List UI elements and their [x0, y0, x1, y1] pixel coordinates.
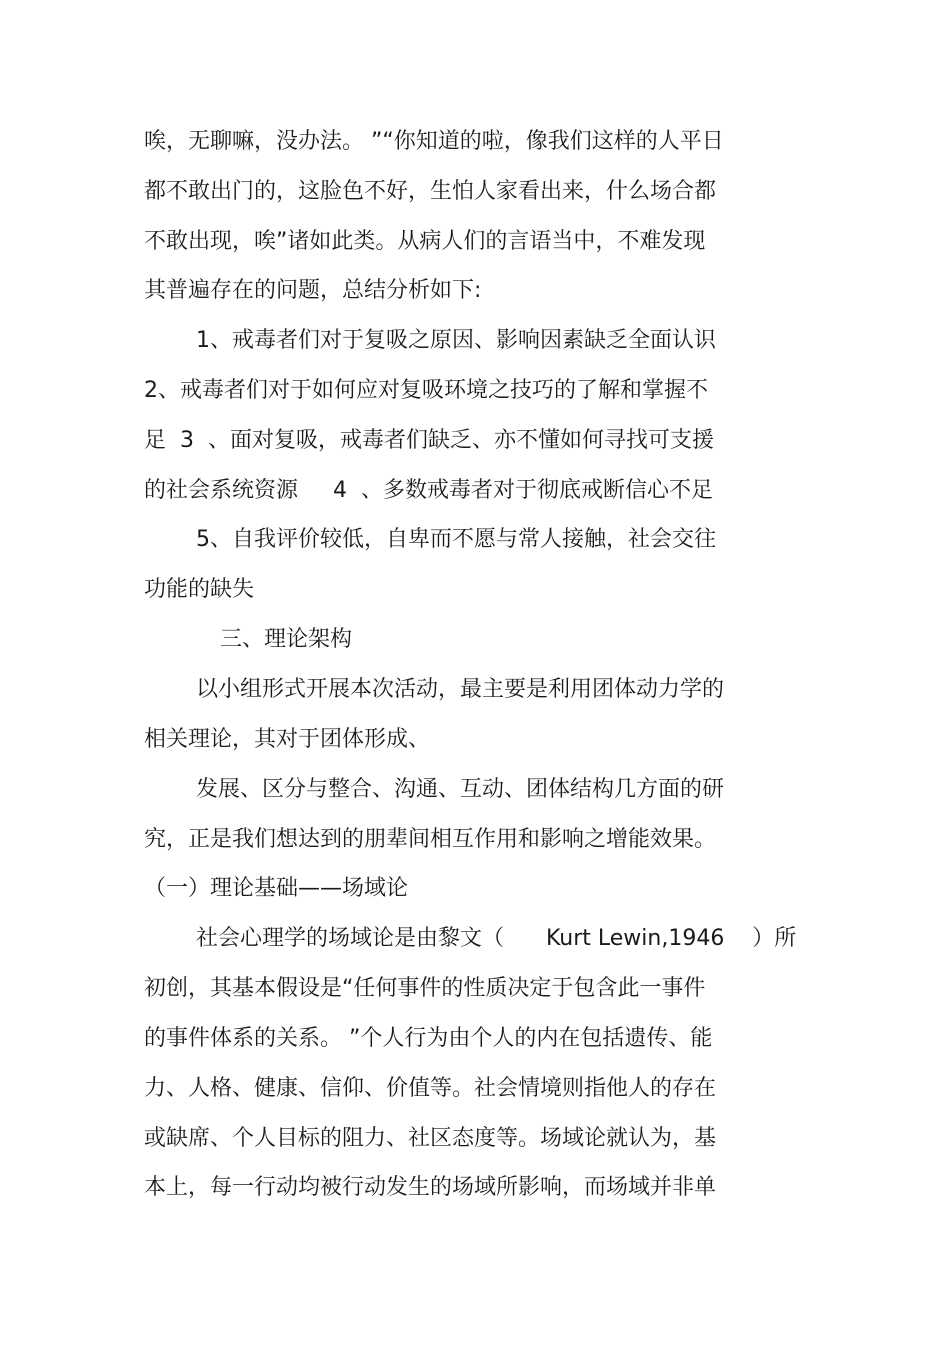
subsection-heading: （一）理论基础——场域论 [144, 876, 409, 901]
text-line-10: 功能的缺失 [144, 577, 255, 602]
text-line-20: 力、人格、健康、信仰、价值等。社会情境则指他人的存在 [144, 1076, 717, 1101]
text-line-19: 的事件体系的关系。 ”个人行为由个人的内在包括遗传、能 [144, 1026, 713, 1051]
list-item-1: 1、戒毒者们对于复吸之原因、影响因素缺乏全面认识 [196, 328, 716, 353]
text-line-15: 究，正是我们想达到的朋辈间相互作用和影响之增能效果。 [144, 827, 717, 852]
list-item-5: 5、自我评价较低，自卑而不愿与常人接触，社会交往 [196, 527, 716, 552]
text-line-3: 不敢出现，唉”诸如此类。从病人们的言语当中，不难发现 [144, 229, 706, 254]
text-line-13: 相关理论，其对于团体形成、 [144, 727, 431, 752]
text-line-17: 社会心理学的场域论是由黎文（ Kurt Lewin,1946 ）所 [196, 926, 797, 951]
text-line-18: 初创，其基本假设是“任何事件的性质决定于包含此一事件 [144, 976, 706, 1001]
text-line-2: 都不敢出门的，这脸色不好，生怕人家看出来，什么场合都 [144, 179, 717, 204]
section-heading: 三、理论架构 [220, 627, 353, 652]
text-line-21: 或缺席、个人目标的阻力、社区态度等。场域论就认为，基 [144, 1126, 717, 1151]
text-line-12: 以小组形式开展本次活动，最主要是利用团体动力学的 [196, 677, 725, 702]
list-item-4: 的社会系统资源 4 、多数戒毒者对于彻底戒断信心不足 [144, 478, 713, 503]
text-line-22: 本上，每一行动均被行动发生的场域所影响，而场域并非单 [144, 1175, 717, 1200]
list-item-3: 足 3 、面对复吸，戒毒者们缺乏、亦不懂如何寻找可支援 [144, 428, 714, 453]
text-line-4: 其普遍存在的问题，总结分析如下: [144, 278, 482, 303]
text-line-1: 唉，无聊嘛，没办法。 ”“你知道的啦，像我们这样的人平日 [144, 129, 724, 154]
text-line-14: 发展、区分与整合、沟通、互动、团体结构几方面的研 [196, 777, 725, 802]
list-item-2: 2、戒毒者们对于如何应对复吸环境之技巧的了解和掌握不 [144, 378, 708, 403]
